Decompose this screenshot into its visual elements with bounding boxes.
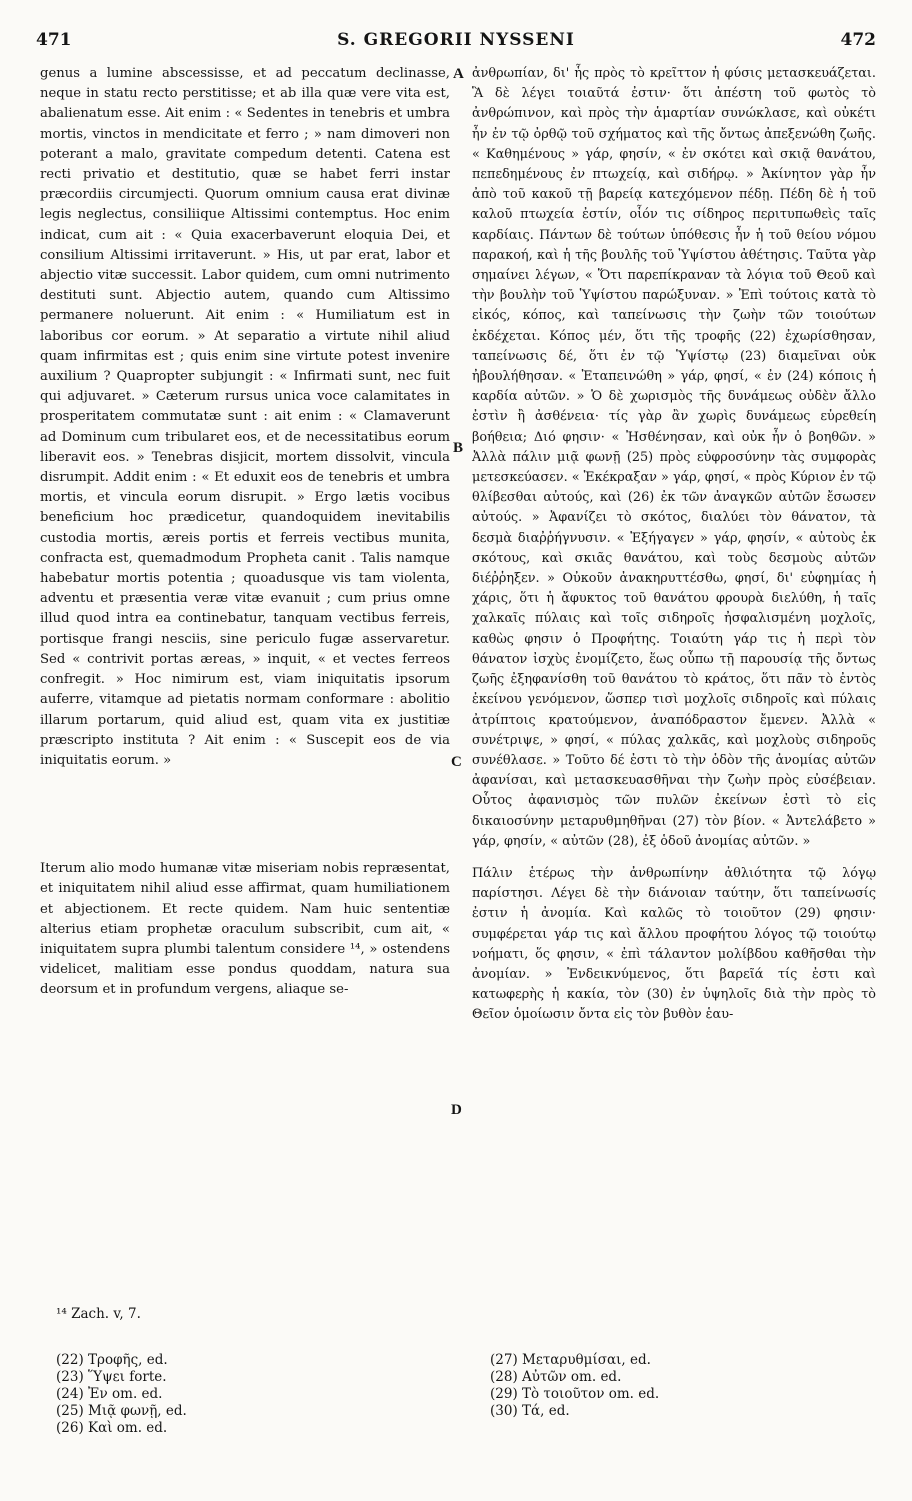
section-marker-a: A — [453, 66, 464, 82]
variant-note: (29) Τὸ τοιοῦτον om. ed. — [490, 1386, 660, 1402]
variant-note: (24) Ἐν om. ed. — [56, 1386, 163, 1402]
greek-paragraph: Πάλιν ἑτέρως τὴν ἀνθρωπίνην ἀθλιότητα τῷ λόγῳ παρίστησι. Λέγει δὲ τὴν διάνοιαν ταύτην, ὅτι ταπείνωσίς ἐστιν ἡ ἀνομία. Καὶ καλῶς τὸ τοιοῦτον (29) φησιν· συμφέρεται γάρ τις καὶ ἄλλου προφήτου λόγος τῷ τοιούτῳ νοήματι, ὅς φησιν, « ἐπὶ τάλαντον μολίβδου καθῆσθαι τὴν ἀνομίαν. » Ἐνδεικνύμενος, ὅτι βαρεῖά τίς ἐστι καὶ κατωφερὴς ἡ κακία, τὸν (30) ἐν ὑψηλοῖς διὰ τὴν πρὸς τὸ Θεῖον ὁμοίωσιν ὄντα εἰς τὸν βυθὸν ἑαυ- — [472, 865, 876, 1023]
variant-list-right — [490, 1352, 659, 1420]
variant-note: (22) Τροφῆς, ed. — [56, 1352, 168, 1368]
page-number-right: 472 — [840, 30, 876, 50]
latin-column — [40, 64, 450, 1001]
running-header — [36, 30, 876, 56]
variant-note: (25) Μιᾷ φωνῇ, ed. — [56, 1403, 187, 1419]
latin-paragraph: genus a lumine abscessisse, et ad peccatum declinasse, neque in statu recto perstitisse; et ab illa quæ vere vita est, abalienatum esse. Ait enim : « Sedentes in tenebris et umbra mortis, vinctos in mendicitate et ferro ; » nam dimoveri non poterant a malo, gravitate compedum detenti. Catena est recti privatio et destitutio, quæ se habet ferri instar præcordiis circumjecti. Quorum omnium causa erat divinæ legis neglectus, consiliique Altissimi contemptus. Hoc enim indicat, cum ait : « Quia exacerbaverunt eloquia Dei, et consilium Altissimi irritaverunt. » His, ut par erat, labor et abjectio vitæ successit. Labor quidem, cum omni nutrimento destituti sunt. Abjectio autem, quando cum Altissimo permanere noluerunt. Ait enim : « Humiliatum est in laboribus cor eorum. » At separatio a virtute nihil aliud quam infirmitas est ; quis enim sine virtute potest invenire auxilium ? Quapropter subjungit : « Infirmati sunt, nec fuit qui adjuvaret. » Cæterum rursus unica voce calamitates in prosperitatem commutatæ sunt : ait enim : « Clamaverunt ad Dominum cum tribularet eos, et de necessitatibus eorum liberavit eos. » Tenebras disjicit, mortem dissolvit, vincula disrumpit. Addit enim : « Et eduxit eos de tenebris et umbra mortis, et vincula eorum disrupit. » Ergo lætis vocibus beneficium hoc prædicetur, quandoquidem inevitabilis custodia mortis, æreis portis et ferreis vectibus munita, confracta est, quemadmodum Propheta canit . Talis namque habebatur mortis potentia ; quoadusque vis tam violenta, adventu et præsentia veræ vitæ evanuit ; cum prius omne illud quod intra ea continebatur, tanquam vectibus ferreis, portisque frangi nesciis, sine periculo fugæ asservaretur. Sed « contrivit portas æreas, » inquit, « et vectes ferreos confregit. » Hoc nimirum est, viam iniquitatis ipsorum auferre, vitamque ad pietatis normam conformare : abolitio illarum portarum, quid aliud est, quam vita ex justitiæ præscripto instituta ? Ait enim : « Suscepit eos de via iniquitatis eorum. » — [40, 66, 450, 768]
variant-note: (28) Αὐτῶν om. ed. — [490, 1369, 622, 1385]
page-number-left: 471 — [36, 30, 72, 50]
footnote: ¹⁴ Zach. v, 7. — [56, 1306, 141, 1322]
variant-note: (27) Μεταρυθμίσαι, ed. — [490, 1352, 651, 1368]
latin-paragraph: Iterum alio modo humanæ vitæ miseriam nobis repræsentat, et iniquitatem nihil aliud esse affirmat, quam humiliationem et abjectionem. Et recte quidem. Nam huic sententiæ alterius etiam prophetæ oraculum subscribit, cum ait, « iniquitatem supra plumbi talentum considere ¹⁴, » ostendens videlicet, malitiam esse pondus quoddam, natura sua deorsum et in profundum vergens, aliaque se- — [40, 861, 450, 998]
section-marker-b: B — [453, 440, 464, 456]
variant-note: (23) Ὕψει forte. — [56, 1369, 167, 1385]
section-marker-c: C — [451, 754, 462, 770]
paragraph-gap — [40, 771, 450, 859]
section-marker-d: D — [451, 1102, 462, 1118]
running-title: S. GREGORII NYSSENI — [337, 30, 575, 50]
paragraph-gap — [472, 852, 876, 864]
variant-note: (30) Τά, ed. — [490, 1403, 570, 1419]
greek-paragraph: ἀνθρωπίαν, δι' ἧς πρὸς τὸ κρεῖττον ἡ φύσις μετασκευάζεται. Ἃ δὲ λέγει τοιαῦτά ἐστιν· ὅτι ἀπέστη τοῦ φωτὸς τὸ ἀνθρώπινον, καὶ πρὸς τὴν ἁμαρτίαν συνώκλασε, καὶ οὐκέτι ἦν ἐν τῷ ὀρθῷ τοῦ σχήματος καὶ τῆς ὄντως ἀπεξενώθη ζωῆς. « Καθημένους » γάρ, φησίν, « ἐν σκότει καὶ σκιᾷ θανάτου, πεπεδημένους ἐν πτωχείᾳ, καὶ σιδήρῳ. » Ἀκίνητον γὰρ ἦν ἀπὸ τοῦ κακοῦ τῇ βαρείᾳ κατεχόμενον πέδῃ. Πέδη δὲ ἡ τοῦ καλοῦ πτωχεία ἐστίν, οἷόν τις σίδηρος περιτυπωθεὶς ταῖς καρδίαις. Πάντων δὲ τούτων ὑπόθεσις ἦν ἡ τοῦ θείου νόμου παρακοή, καὶ ἡ τῆς βουλῆς τοῦ Ὑψίστου ἀθέτησις. Ταῦτα γὰρ σημαίνει λέγων, « Ὅτι παρεπίκραναν τὰ λόγια τοῦ Θεοῦ καὶ τὴν βουλὴν τοῦ Ὑψίστου παρώξυναν. » Ἐπὶ τούτοις κατὰ τὸ εἰκός, κόπος, καὶ ταπείνωσις τὴν ζωὴν τῶν τοιούτων ἐκδέχεται. Κόπος μέν, ὅτι τῆς τροφῆς (22) ἐχωρίσθησαν, ταπείνωσις δέ, ὅτι ἐν τῷ Ὑψίστῳ (23) διαμεῖναι οὐκ ἠβουλήθησαν. « Ἐταπεινώθη » γάρ, φησί, « ἐν (24) κόποις ἡ καρδία αὐτῶν. » Ὁ δὲ χωρισμὸς τῆς δυνάμεως οὐδὲν ἄλλο ἐστὶν ἢ ἀσθένεια· τίς γὰρ ἂν χωρὶς δυνάμεως εὑρεθείη βοήθεια; Διό φησιν· « Ἠσθένησαν, καὶ οὐκ ἦν ὁ βοηθῶν. » Ἀλλὰ πάλιν μιᾷ φωνῇ (25) πρὸς εὐφροσύνην τὰς συμφορὰς μετεσκεύασεν. « Ἐκέκραξαν » γάρ, φησί, « πρὸς Κύριον ἐν τῷ θλίβεσθαι αὐτούς, καὶ (26) ἐκ τῶν ἀναγκῶν αὐτῶν ἔσωσεν αὐτούς. » Ἀφανίζει τὸ σκότος, διαλύει τὸν θάνατον, τὰ δεσμὰ διαῤῥήγνυσιν. « Ἐξήγαγεν » γάρ, φησίν, « αὐτοὺς ἐκ σκότους, καὶ σκιᾶς θανάτου, καὶ τοὺς δεσμοὺς αὐτῶν διέῤῥηξεν. » Οὐκοῦν ἀνακηρυττέσθω, φησί, δι' εὐφημίας ἡ χάρις, ὅτι ἡ ἄφυκτος τοῦ θανάτου φρουρὰ διελύθη, ἡ ταῖς χαλκαῖς πύλαις καὶ τοῖς σιδηροῖς ἠσφαλισμένη μοχλοῖς, καθὼς φησιν ὁ Προφήτης. Τοιαύτη γάρ τις ἡ περὶ τὸν θάνατον ἰσχὺς ἐνομίζετο, ἕως οὗπω τῇ παρουσίᾳ τῆς ὄντως ζωῆς ἐξηφανίσθη τοῦ θανάτου τὸ κράτος, ὅτι πᾶν τὸ ἐντὸς ἐκείνου γενόμενον, ὥσπερ τισὶ μοχλοῖς σιδηροῖς καὶ πύλαις ἀτρίπτοις κρατούμενον, ἀναπόδραστον ἔμενεν. Ἀλλὰ « συνέτριψε, » φησί, « πύλας χαλκᾶς, καὶ μοχλοὺς σιδηροῦς συνέθλασε. » Τοῦτο δέ ἐστι τὸ τὴν ὁδὸν τῆς ἀνομίας αὐτῶν ἀφανίσαι, καὶ μετασκευασθῆναι τὴν ζωὴν πρὸς εὐσέβειαν. Οὗτος ἀφανισμὸς τῶν πυλῶν ἐκείνων ἐστὶ τὸ εἰς δικαιοσύνην μεταρυθμηθῆναι (27) τὸν βίον. « Ἀντελάβετο » γάρ, φησίν, « αὐτῶν (28), ἐξ ὁδοῦ ἀνομίας αὐτῶν. » — [472, 66, 876, 849]
variant-list-left — [56, 1352, 187, 1437]
variant-note: (26) Καὶ om. ed. — [56, 1420, 168, 1436]
greek-column — [472, 64, 876, 1026]
